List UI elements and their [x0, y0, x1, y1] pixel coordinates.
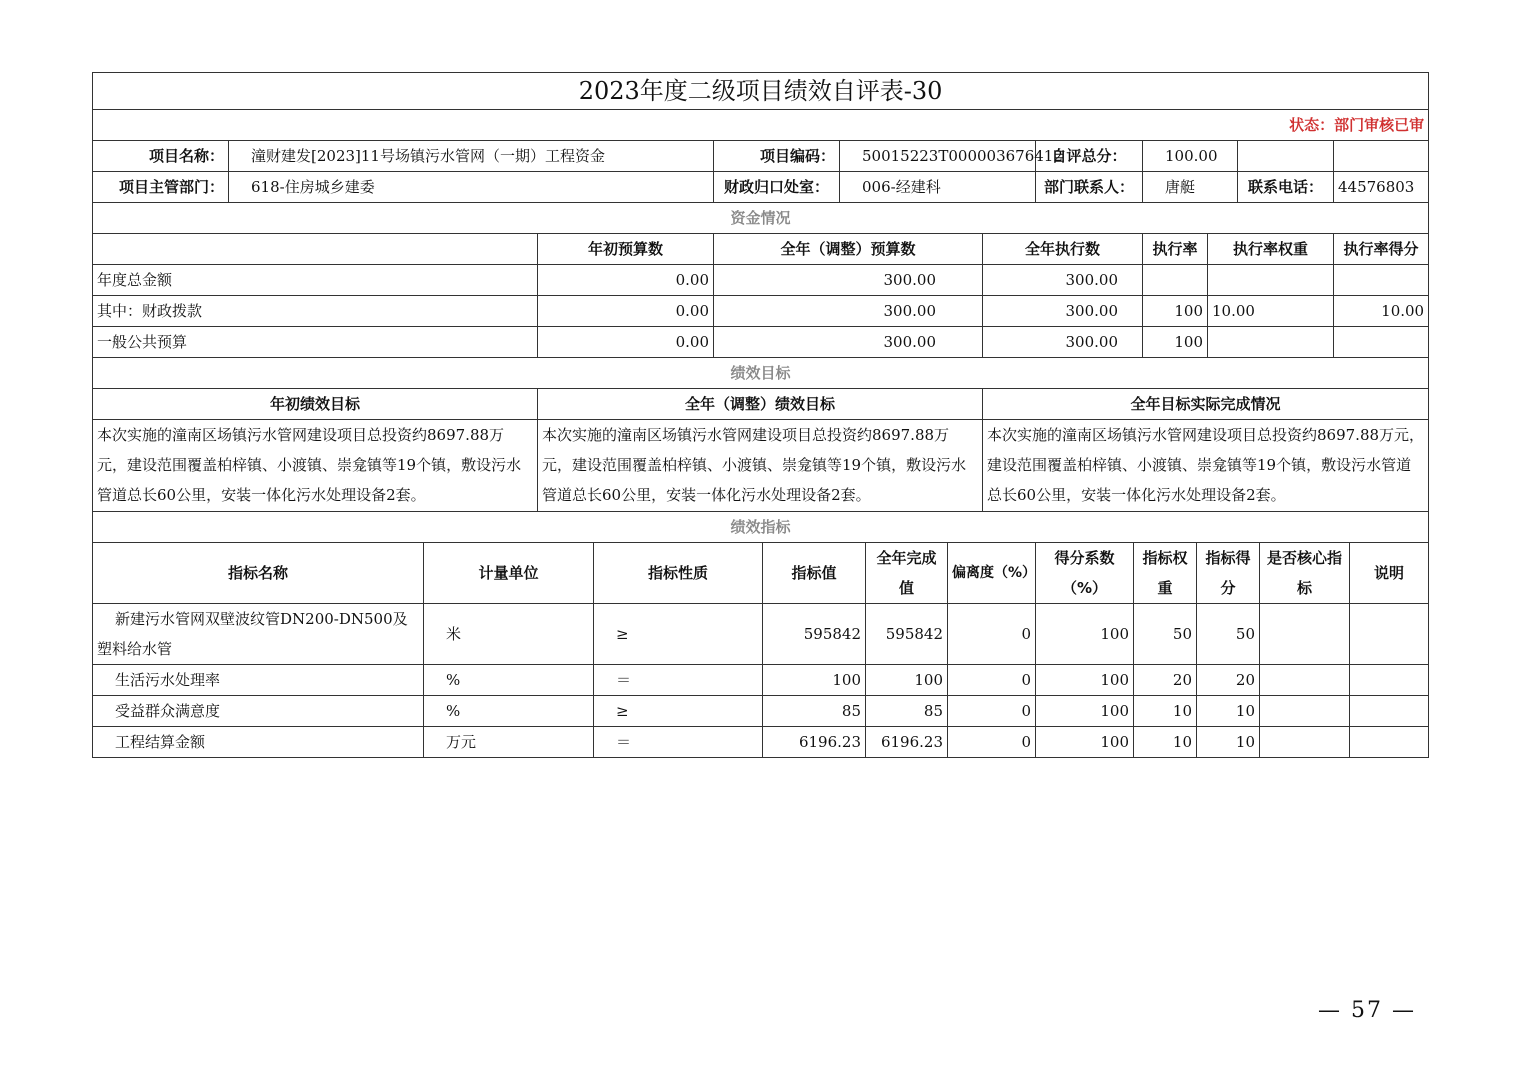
funds-adjusted: 300.00: [714, 296, 983, 327]
ind-name: 受益群众满意度: [93, 696, 424, 727]
indicators-table: [92, 542, 1429, 758]
goals-header-initial: 年初绩效目标: [93, 389, 538, 420]
ind-note: [1350, 604, 1429, 665]
ind-header-value: 指标值: [763, 543, 866, 604]
dept-label: 项目主管部门：: [93, 172, 229, 203]
ind-weight: 10: [1134, 696, 1197, 727]
ind-header-weight: 指标权重: [1134, 543, 1197, 604]
funds-executed: 300.00: [983, 327, 1143, 358]
goal-initial-text: 本次实施的潼南区场镇污水管网建设项目总投资约8697.88万元，建设范围覆盖柏梓镇、小渡镇、崇龛镇等19个镇，敷设污水管道总长60公里，安装一体化污水处理设备2套。: [93, 420, 538, 512]
ind-score: 10: [1197, 727, 1260, 758]
goals-section-header: 绩效目标: [93, 358, 1429, 389]
dept-value: 618-住房城乡建委: [229, 172, 714, 203]
ind-unit: 米: [424, 604, 594, 665]
funds-rate: 100: [1143, 327, 1208, 358]
page-title: 2023年度二级项目绩效自评表-30: [93, 73, 1429, 110]
goal-adjusted-text: 本次实施的潼南区场镇污水管网建设项目总投资约8697.88万元，建设范围覆盖柏梓镇、小渡镇、崇龛镇等19个镇，敷设污水管道总长60公里，安装一体化污水处理设备2套。: [538, 420, 983, 512]
funds-score: [1334, 265, 1429, 296]
self-score-value: 100.00: [1143, 141, 1238, 172]
contact-label: 部门联系人：: [1036, 172, 1143, 203]
project-code-value: 50015223T000003676412: [840, 141, 1036, 172]
funds-header-weight: 执行率权重: [1208, 234, 1334, 265]
status-label: 状态：部门审核已审: [93, 110, 1429, 141]
ind-header-core: 是否核心指标: [1260, 543, 1350, 604]
empty-cell: [1238, 141, 1334, 172]
project-name-value: 潼财建发[2023]11号场镇污水管网（一期）工程资金: [229, 141, 714, 172]
page-number: — 57 —: [1318, 998, 1416, 1023]
funds-row-label: 一般公共预算: [93, 327, 538, 358]
ind-note: [1350, 727, 1429, 758]
ind-deviation: 0: [948, 665, 1036, 696]
indicator-row: [93, 665, 1429, 696]
funds-adjusted: 300.00: [714, 327, 983, 358]
finance-office-label: 财政归口处室：: [714, 172, 840, 203]
funds-initial: 0.00: [538, 265, 714, 296]
ind-unit: %: [424, 696, 594, 727]
ind-actual: 595842: [866, 604, 948, 665]
ind-unit: %: [424, 665, 594, 696]
funds-header-executed: 全年执行数: [983, 234, 1143, 265]
funds-row-label: 其中：财政拨款: [93, 296, 538, 327]
ind-header-coef: 得分系数（%）: [1036, 543, 1134, 604]
ind-deviation: 0: [948, 604, 1036, 665]
ind-deviation: 0: [948, 727, 1036, 758]
goal-actual-text: 本次实施的潼南区场镇污水管网建设项目总投资约8697.88万元，建设范围覆盖柏梓镇、小渡镇、崇龛镇等19个镇，敷设污水管道总长60公里，安装一体化污水处理设备2套。: [983, 420, 1429, 512]
ind-header-name: 指标名称: [93, 543, 424, 604]
ind-header-note: 说明: [1350, 543, 1429, 604]
funds-score: 10.00: [1334, 296, 1429, 327]
ind-coef: 100: [1036, 665, 1134, 696]
contact-value: 唐艇: [1143, 172, 1238, 203]
funds-score: [1334, 327, 1429, 358]
ind-header-deviation: 偏离度（%）: [948, 543, 1036, 604]
funds-weight: [1208, 265, 1334, 296]
funds-executed: 300.00: [983, 296, 1143, 327]
ind-weight: 10: [1134, 727, 1197, 758]
finance-office-value: 006-经建科: [840, 172, 1036, 203]
ind-value: 6196.23: [763, 727, 866, 758]
ind-name: 生活污水处理率: [93, 665, 424, 696]
ind-weight: 20: [1134, 665, 1197, 696]
ind-note: [1350, 665, 1429, 696]
ind-core: [1260, 665, 1350, 696]
ind-header-actual: 全年完成值: [866, 543, 948, 604]
ind-value: 85: [763, 696, 866, 727]
ind-core: [1260, 727, 1350, 758]
indicator-row: [93, 727, 1429, 758]
funds-rate: 100: [1143, 296, 1208, 327]
ind-name: 工程结算金额: [93, 727, 424, 758]
ind-value: 595842: [763, 604, 866, 665]
self-score-label: 自评总分：: [1036, 141, 1143, 172]
funds-rate: [1143, 265, 1208, 296]
project-code-label: 项目编码：: [714, 141, 840, 172]
ind-value: 100: [763, 665, 866, 696]
funds-header-initial: 年初预算数: [538, 234, 714, 265]
indicator-row: [93, 604, 1429, 665]
funds-row: [93, 327, 1429, 358]
funds-header-rate: 执行率: [1143, 234, 1208, 265]
ind-deviation: 0: [948, 696, 1036, 727]
ind-coef: 100: [1036, 604, 1134, 665]
phone-value: 44576803: [1334, 172, 1429, 203]
ind-nature: ＝: [594, 727, 763, 758]
ind-unit: 万元: [424, 727, 594, 758]
funds-header-adjusted: 全年（调整）预算数: [714, 234, 983, 265]
ind-score: 50: [1197, 604, 1260, 665]
ind-note: [1350, 696, 1429, 727]
ind-weight: 50: [1134, 604, 1197, 665]
funds-weight: [1208, 327, 1334, 358]
ind-coef: 100: [1036, 696, 1134, 727]
main-table: [92, 72, 1429, 543]
ind-actual: 100: [866, 665, 948, 696]
funds-header-score: 执行率得分: [1334, 234, 1429, 265]
ind-score: 20: [1197, 665, 1260, 696]
indicators-section-header: 绩效指标: [93, 512, 1429, 543]
ind-actual: 6196.23: [866, 727, 948, 758]
funds-section-header: 资金情况: [93, 203, 1429, 234]
ind-actual: 85: [866, 696, 948, 727]
evaluation-sheet: [92, 72, 1428, 758]
ind-nature: ≥: [594, 604, 763, 665]
ind-core: [1260, 604, 1350, 665]
indicator-row: [93, 696, 1429, 727]
funds-initial: 0.00: [538, 296, 714, 327]
funds-weight: 10.00: [1208, 296, 1334, 327]
funds-row: [93, 296, 1429, 327]
funds-executed: 300.00: [983, 265, 1143, 296]
phone-label: 联系电话：: [1238, 172, 1334, 203]
empty-cell: [93, 234, 538, 265]
funds-initial: 0.00: [538, 327, 714, 358]
ind-name: 新建污水管网双壁波纹管DN200-DN500及塑料给水管: [93, 604, 424, 665]
ind-header-unit: 计量单位: [424, 543, 594, 604]
funds-row-label: 年度总金额: [93, 265, 538, 296]
funds-adjusted: 300.00: [714, 265, 983, 296]
ind-score: 10: [1197, 696, 1260, 727]
ind-header-score: 指标得分: [1197, 543, 1260, 604]
project-name-label: 项目名称：: [93, 141, 229, 172]
funds-row: [93, 265, 1429, 296]
goals-header-actual: 全年目标实际完成情况: [983, 389, 1429, 420]
goals-header-adjusted: 全年（调整）绩效目标: [538, 389, 983, 420]
ind-coef: 100: [1036, 727, 1134, 758]
ind-nature: ＝: [594, 665, 763, 696]
ind-core: [1260, 696, 1350, 727]
ind-nature: ≥: [594, 696, 763, 727]
empty-cell: [1334, 141, 1429, 172]
ind-header-nature: 指标性质: [594, 543, 763, 604]
